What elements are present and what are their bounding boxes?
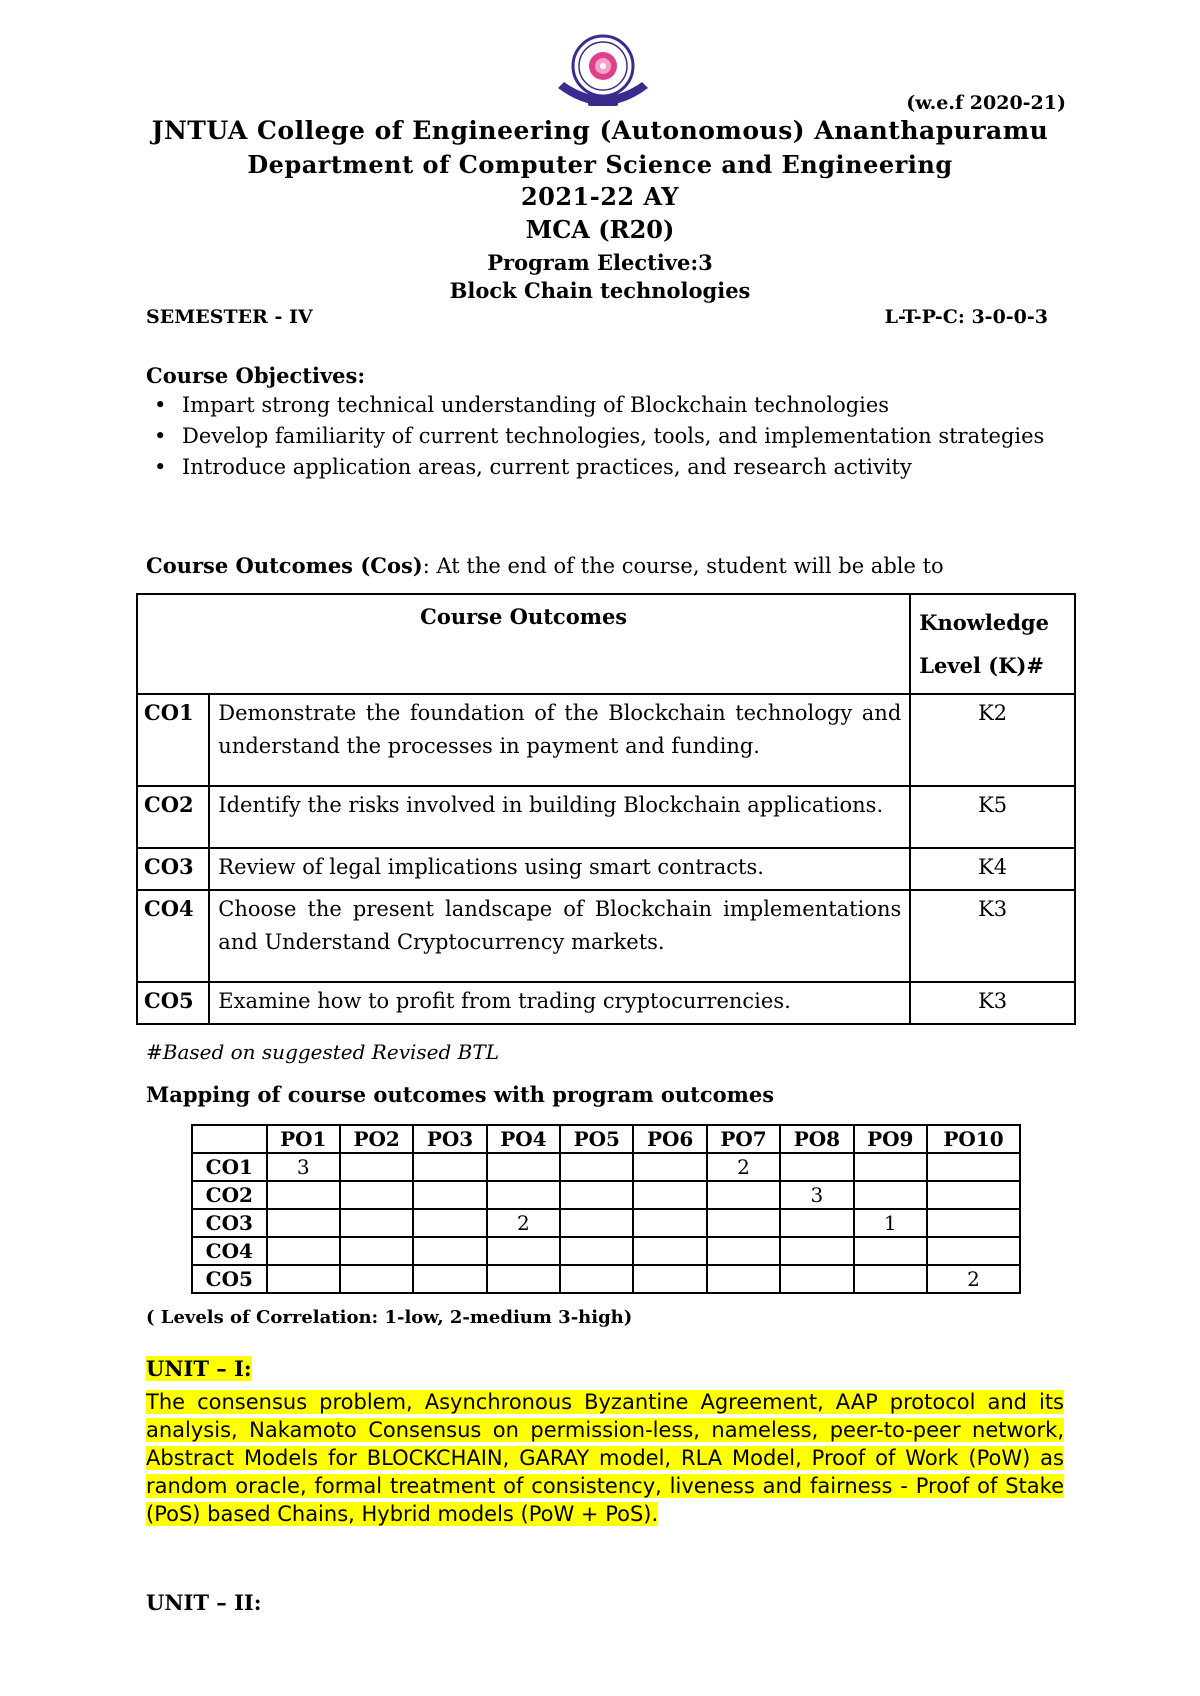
column-header-po: PO7 [707, 1125, 780, 1153]
mapping-cell [854, 1237, 927, 1265]
outcome-id: CO3 [137, 848, 209, 890]
outcome-id: CO5 [137, 982, 209, 1024]
department-name: Department of Computer Science and Engineering [247, 150, 953, 179]
list-item: • Develop familiarity of current technologies, tools, and implementation strategies [146, 423, 1046, 450]
outcome-text: Examine how to profit from trading cryptocurrencies. [209, 982, 910, 1024]
knowledge-level: K3 [910, 890, 1075, 982]
semester-row [146, 306, 1048, 328]
table-row [137, 848, 1075, 890]
mapping-cell [267, 1265, 340, 1293]
column-header-po: PO9 [854, 1125, 927, 1153]
column-header-outcomes: Course Outcomes [137, 594, 910, 694]
mapping-cell [413, 1265, 486, 1293]
outcomes-intro-heading: Course Outcomes (Cos) [146, 553, 423, 578]
mapping-cell [707, 1265, 780, 1293]
outcomes-intro-text: : At the end of the course, student will be able to [422, 554, 944, 578]
unit-1-text: The consensus problem, Asynchronous Byzantine Agreement, AAP protocol and its analysis, Nakamoto Consensus on permission-less, nameless, peer-to-peer network, Abstract Models for BLOCKCHAIN, GARAY model, RLA Model, Proof of Work (PoW) as random oracle, formal treatment of consistency, liveness and fairness - Proof of Stake (PoS) based Chains, Hybrid models (PoW + PoS). [146, 1390, 1064, 1526]
outcome-text: Review of legal implications using smart contracts. [209, 848, 910, 890]
mapping-cell [854, 1153, 927, 1181]
mapping-cell [633, 1265, 706, 1293]
column-header-po: PO4 [487, 1125, 560, 1153]
table-row [137, 786, 1075, 848]
mapping-cell: 2 [487, 1209, 560, 1237]
row-header-co: CO1 [192, 1153, 267, 1181]
mapping-cell [487, 1181, 560, 1209]
mapping-cell [340, 1237, 413, 1265]
effective-year: (w.e.f 2020-21) [906, 92, 1066, 114]
academic-year: 2021-22 AY [520, 182, 680, 211]
mapping-cell [780, 1209, 853, 1237]
table-header-row [137, 594, 1075, 694]
table-row [137, 982, 1075, 1024]
mapping-cell [267, 1209, 340, 1237]
row-header-co: CO5 [192, 1265, 267, 1293]
row-header-co: CO2 [192, 1181, 267, 1209]
row-header-co: CO4 [192, 1237, 267, 1265]
mapping-cell: 2 [707, 1153, 780, 1181]
mapping-cell [927, 1153, 1020, 1181]
unit-1-title: UNIT – I: [146, 1356, 252, 1381]
mapping-cell: 2 [927, 1265, 1020, 1293]
column-header-knowledge: Knowledge Level (K)# [910, 594, 1075, 694]
mapping-cell [560, 1237, 633, 1265]
mapping-cell [633, 1181, 706, 1209]
mapping-cell [413, 1237, 486, 1265]
mapping-cell [780, 1265, 853, 1293]
mapping-cell [413, 1181, 486, 1209]
mapping-cell [780, 1237, 853, 1265]
mapping-cell [267, 1237, 340, 1265]
knowledge-level: K5 [910, 786, 1075, 848]
knowledge-level: K3 [910, 982, 1075, 1024]
outcome-id: CO4 [137, 890, 209, 982]
column-header-po: PO10 [927, 1125, 1020, 1153]
mapping-cell [560, 1265, 633, 1293]
mapping-cell: 3 [780, 1181, 853, 1209]
table-row [137, 890, 1075, 982]
mapping-cell [340, 1153, 413, 1181]
mapping-cell: 3 [267, 1153, 340, 1181]
mapping-cell: 1 [854, 1209, 927, 1237]
mapping-cell [927, 1237, 1020, 1265]
btl-note: #Based on suggested Revised BTL [146, 1040, 499, 1064]
column-header-po: PO6 [633, 1125, 706, 1153]
outcomes-intro [146, 553, 944, 578]
row-header-co: CO3 [192, 1209, 267, 1237]
outcome-text: Choose the present landscape of Blockchain implementations and Understand Cryptocurrency markets. [209, 890, 910, 982]
elective-label: Program Elective:3 [487, 250, 713, 275]
course-outcomes-table [136, 593, 1076, 1025]
mapping-title: Mapping of course outcomes with program outcomes [146, 1082, 775, 1107]
mapping-cell [633, 1237, 706, 1265]
mapping-cell [854, 1181, 927, 1209]
column-header-po: PO1 [267, 1125, 340, 1153]
column-header-po: PO5 [560, 1125, 633, 1153]
college-name: JNTUA College of Engineering (Autonomous) Ananthapuramu [151, 116, 1049, 145]
table-row [192, 1181, 1020, 1209]
mapping-cell [707, 1209, 780, 1237]
mapping-cell [560, 1209, 633, 1237]
program-name: MCA (R20) [525, 215, 675, 244]
column-header-po: PO3 [413, 1125, 486, 1153]
objectives-title: Course Objectives: [146, 363, 366, 388]
mapping-cell [560, 1153, 633, 1181]
mapping-cell [854, 1265, 927, 1293]
mapping-cell [780, 1153, 853, 1181]
column-header-po: PO8 [780, 1125, 853, 1153]
table-header-row [192, 1125, 1020, 1153]
outcome-id: CO2 [137, 786, 209, 848]
column-header-po: PO2 [340, 1125, 413, 1153]
table-row [137, 694, 1075, 786]
objectives-list [146, 392, 1046, 485]
mapping-cell [267, 1181, 340, 1209]
table-row [192, 1153, 1020, 1181]
unit-2-title: UNIT – II: [146, 1590, 262, 1615]
outcome-text: Demonstrate the foundation of the Blockchain technology and understand the processes in payment and funding. [209, 694, 910, 786]
mapping-cell [560, 1181, 633, 1209]
mapping-cell [487, 1237, 560, 1265]
mapping-cell [927, 1181, 1020, 1209]
unit-1-body [146, 1388, 1064, 1528]
semester-label: SEMESTER - IV [146, 306, 313, 328]
mapping-cell [707, 1181, 780, 1209]
knowledge-level: K4 [910, 848, 1075, 890]
mapping-cell [340, 1181, 413, 1209]
mapping-cell [633, 1153, 706, 1181]
knowledge-level: K2 [910, 694, 1075, 786]
ltpc-label: L-T-P-C: 3-0-0-3 [884, 306, 1048, 328]
mapping-cell [340, 1209, 413, 1237]
corner-cell [192, 1125, 267, 1153]
mapping-cell [340, 1265, 413, 1293]
course-title: Block Chain technologies [449, 278, 751, 303]
mapping-cell [413, 1153, 486, 1181]
university-emblem-icon [548, 30, 658, 112]
mapping-cell [927, 1209, 1020, 1237]
list-item: • Introduce application areas, current practices, and research activity [146, 454, 1046, 481]
correlation-levels-note: ( Levels of Correlation: 1-low, 2-medium 3-high) [146, 1307, 633, 1328]
po-mapping-table [191, 1124, 1021, 1294]
mapping-cell [487, 1153, 560, 1181]
table-row [192, 1265, 1020, 1293]
mapping-cell [413, 1209, 486, 1237]
mapping-cell [487, 1265, 560, 1293]
mapping-cell [633, 1209, 706, 1237]
table-row [192, 1237, 1020, 1265]
outcome-id: CO1 [137, 694, 209, 786]
outcome-text: Identify the risks involved in building Blockchain applications. [209, 786, 910, 848]
mapping-cell [707, 1237, 780, 1265]
table-row [192, 1209, 1020, 1237]
list-item: • Impart strong technical understanding of Blockchain technologies [146, 392, 1046, 419]
